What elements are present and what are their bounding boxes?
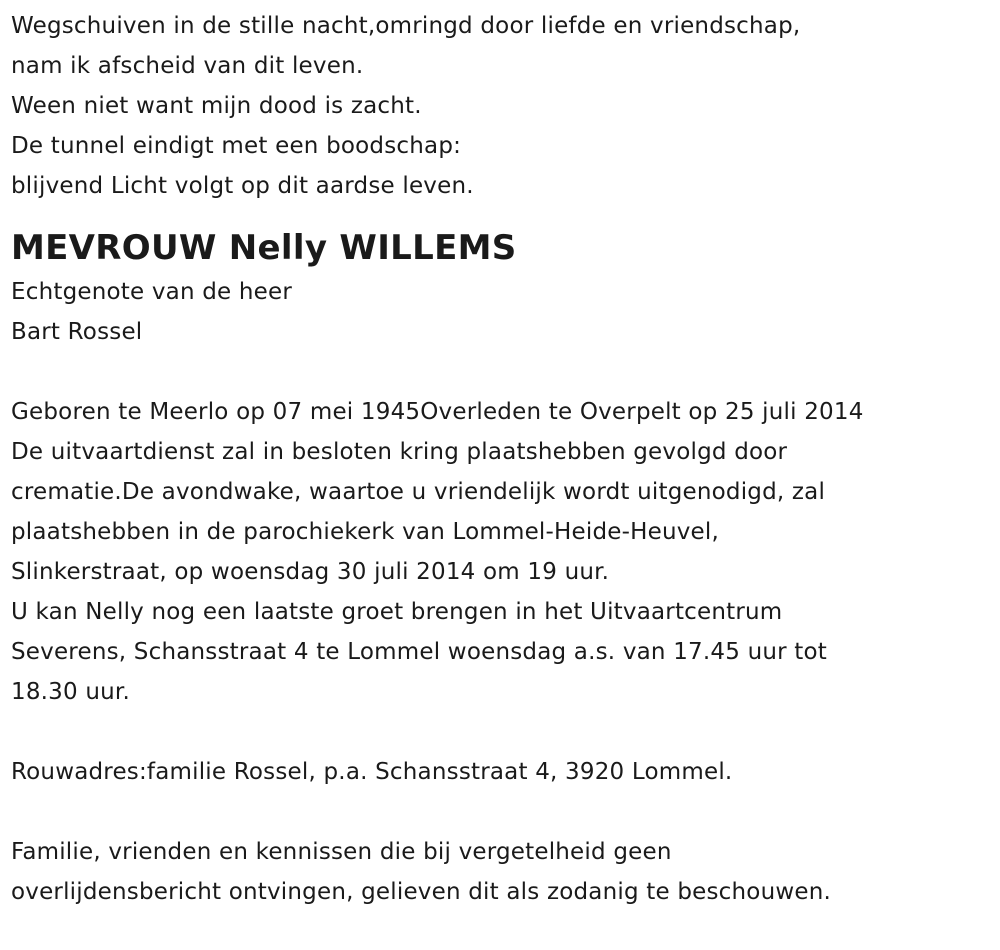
details-line: crematie.De avondwake, waartoe u vriendelijk wordt uitgenodigd, zal [11, 479, 826, 505]
poem [11, 6, 996, 206]
closing-line: Familie, vrienden en kennissen die bij vergetelheid geen [11, 839, 672, 865]
spacer [11, 352, 996, 392]
closing-line: overlijdensbericht ontvingen, gelieven dit als zodanig te beschouwen. [11, 879, 831, 905]
relation-line: Echtgenote van de heer [11, 279, 293, 305]
details-line: Severens, Schansstraat 4 te Lommel woensdag a.s. van 17.45 uur tot [11, 639, 827, 665]
poem-line: nam ik afscheid van dit leven. [11, 53, 364, 79]
details-line: 18.30 uur. [11, 679, 130, 705]
closing-note [11, 832, 996, 912]
poem-line: Wegschuiven in de stille nacht,omringd door liefde en vriendschap, [11, 13, 801, 39]
poem-line: Ween niet want mijn dood is zacht. [11, 93, 422, 119]
details-line: Slinkerstraat, op woensdag 30 juli 2014 om 19 uur. [11, 559, 610, 585]
details-line: U kan Nelly nog een laatste groet brengen in het Uitvaartcentrum [11, 599, 783, 625]
poem-line: blijvend Licht volgt op dit aardse leven. [11, 173, 474, 199]
mourning-address: Rouwadres:familie Rossel, p.a. Schansstraat 4, 3920 Lommel. [11, 759, 733, 785]
spouse-name: Bart Rossel [11, 319, 143, 345]
details-line: plaatshebben in de parochiekerk van Lommel-Heide-Heuvel, [11, 519, 719, 545]
poem-line: De tunnel eindigt met een boodschap: [11, 133, 462, 159]
spacer [11, 792, 996, 832]
death-notice [11, 6, 996, 912]
deceased-name: MEVROUW Nelly WILLEMS [11, 228, 517, 268]
details [11, 392, 996, 712]
details-line: Geboren te Meerlo op 07 mei 1945Overleden te Overpelt op 25 juli 2014 [11, 399, 864, 425]
spacer [11, 712, 996, 752]
details-line: De uitvaartdienst zal in besloten kring plaatshebben gevolgd door [11, 439, 788, 465]
